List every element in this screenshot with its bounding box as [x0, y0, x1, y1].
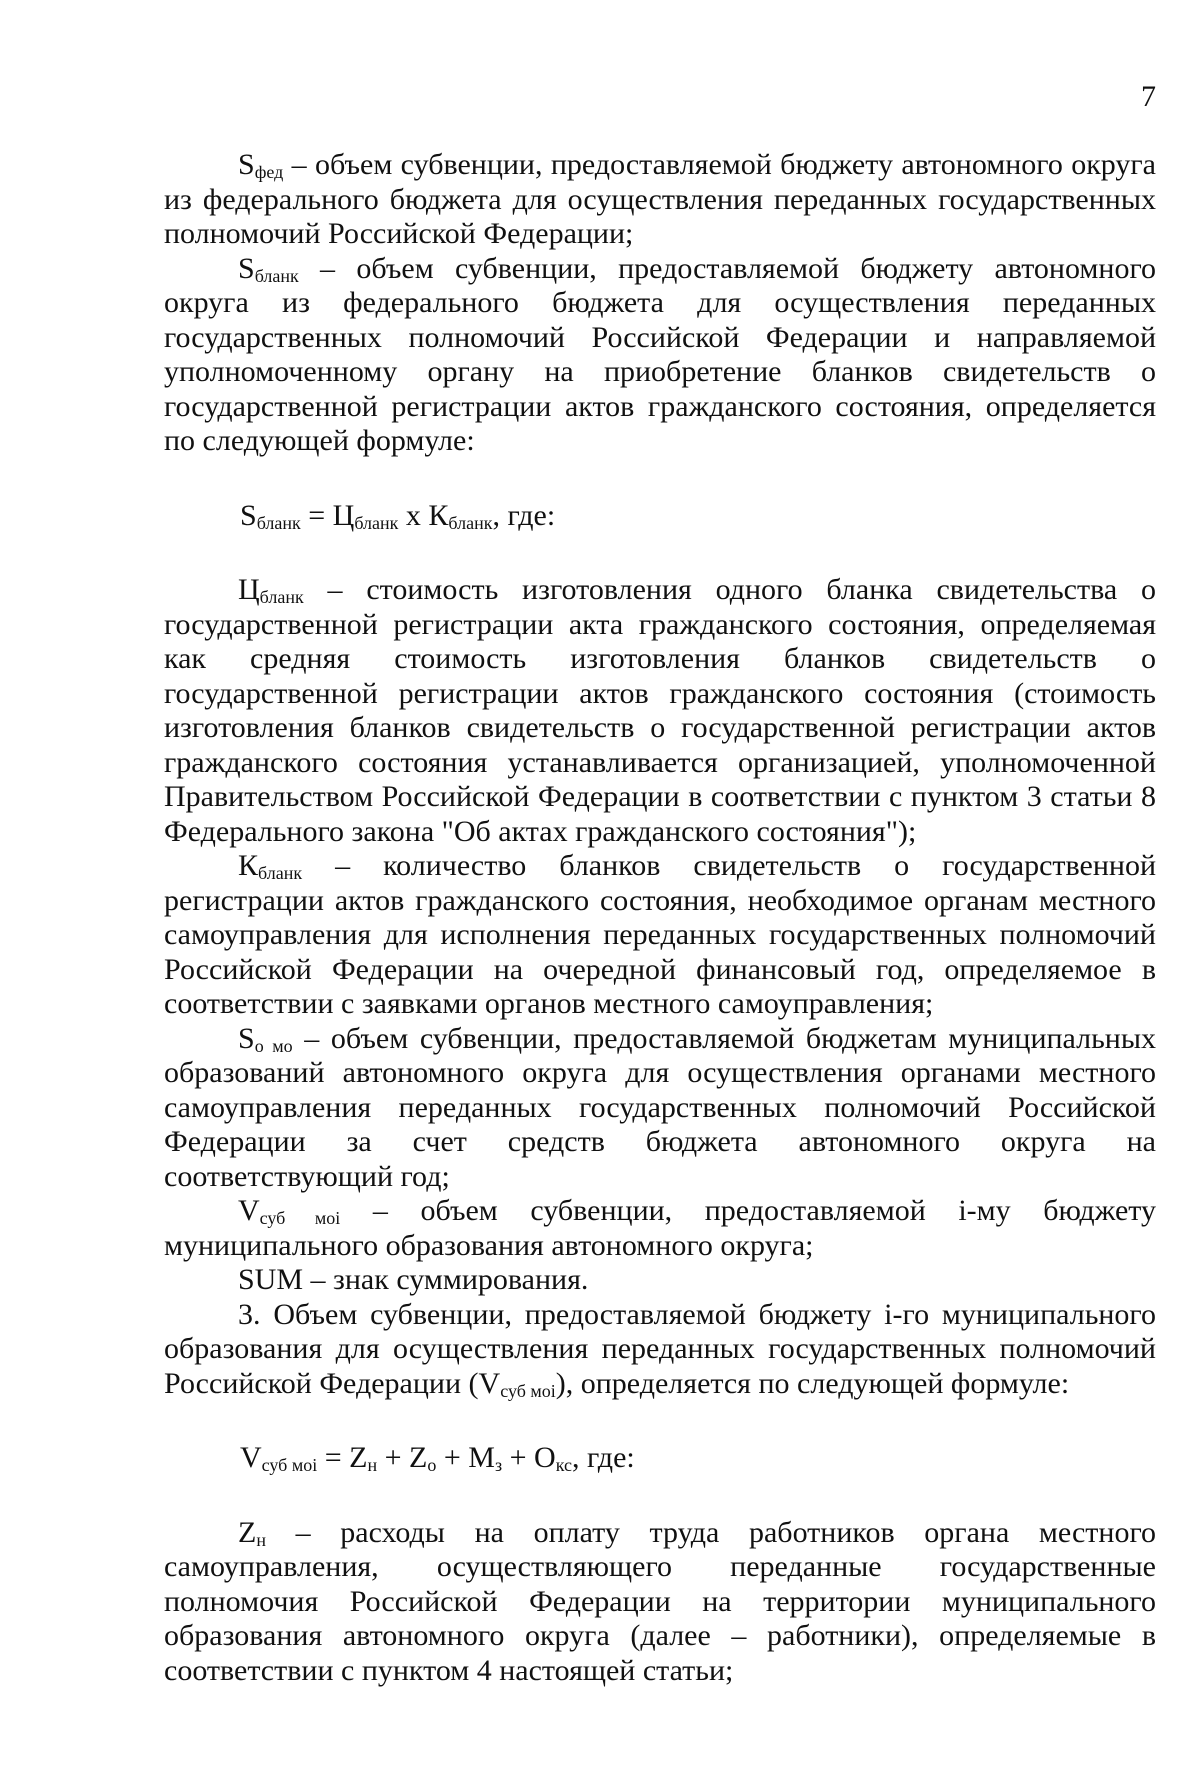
formula-term: = Z [317, 1441, 368, 1474]
symbol: Ц [238, 573, 260, 606]
definition-z-n [164, 1516, 1156, 1689]
formula-s-blank [164, 499, 1156, 534]
definition-k-blank [164, 849, 1156, 1022]
formula-term: + О [502, 1441, 556, 1474]
page-number: 7 [1141, 80, 1156, 113]
definition-s-o-mo [164, 1022, 1156, 1195]
formula-subscript: суб моi [261, 1455, 318, 1475]
formula-subscript: бланк [448, 512, 493, 533]
symbol-subscript: н [256, 1529, 266, 1550]
symbol-subscript: о мо [254, 1035, 293, 1056]
document-body [164, 148, 1156, 1688]
formula-subscript: кс [555, 1455, 572, 1475]
symbol-subscript: суб моi [259, 1208, 341, 1228]
definition-c-blank [164, 573, 1156, 849]
formula-v-sub-moi [164, 1441, 1156, 1476]
symbol: S [238, 1021, 255, 1055]
formula-subscript: н [367, 1455, 378, 1475]
formula-subscript: о [427, 1455, 437, 1475]
formula-term: , где: [572, 1441, 635, 1474]
definition-text: – расходы на оплату труда работников органа местного самоуправления, осуществляющего переданные государственные полномочия Российской Федерации на территории муниципального образования автономного округа (далее – работники), определяемые в соответствии с пунктом 4 настоящей статьи; [164, 1515, 1156, 1687]
formula-subscript: з [494, 1455, 503, 1475]
definition-text: – объем субвенции, предоставляемой бюджету автономного округа из федерального бюджета для осуществления переданных государственных полномочий Российской Федерации; [164, 148, 1156, 250]
symbol: V [238, 1194, 260, 1227]
symbol: S [238, 251, 255, 285]
formula-term: S [240, 498, 257, 532]
formula-term: = Ц [300, 498, 355, 532]
symbol: Z [238, 1515, 257, 1549]
clause-text: 3. Объем субвенции, предоставляемой бюджету i-го муниципального образования для осуществления переданных государственных полномочий Российской Федерации (V [164, 1297, 1156, 1400]
symbol-subscript: бланк [254, 265, 299, 286]
definition-sum: SUM – знак суммирования. [238, 1263, 589, 1296]
definition-text: – объем субвенции, предоставляемой i-му бюджету муниципального образования автономного округа; [164, 1194, 1156, 1262]
symbol-subscript: суб моi [500, 1380, 556, 1401]
definition-text: – объем субвенции, предоставляемой бюджетам муниципальных образований автономного округа для осуществления органами местного самоуправления переданных государственных полномочий Российской Федерации за счет средств бюджета автономного округа на соответствующий год; [164, 1021, 1156, 1193]
formula-term: х К [398, 498, 449, 532]
formula-term: + М [436, 1441, 495, 1474]
clause-text: ), определяется по следующей формуле: [555, 1366, 1070, 1400]
definition-s-blank [164, 252, 1156, 459]
symbol-subscript: бланк [259, 587, 304, 607]
definition-v-sub-moi [164, 1194, 1156, 1263]
formula-term: , где: [492, 498, 556, 532]
formula-term: V [240, 1441, 262, 1474]
clause-3 [164, 1298, 1156, 1402]
formula-term: + Z [377, 1441, 428, 1474]
symbol-subscript: бланк [258, 863, 303, 883]
symbol: К [238, 849, 259, 882]
formula-subscript: бланк [256, 512, 301, 533]
symbol: S [238, 148, 255, 181]
symbol-subscript: фед [254, 162, 284, 182]
definition-text: – количество бланков свидетельств о государственной регистрации актов гражданского состояния, необходимое органам местного самоуправления для исполнения переданных государственных полномочий Российской Федерации на очередной финансовый год, определяемое в соответствии с заявками органов местного самоуправления; [164, 849, 1156, 1020]
definition-text: – объем субвенции, предоставляемой бюджету автономного округа из федерального бюджета для осуществления переданных государственных полномочий Российской Федерации и направляемой уполномоченному органу на приобретение бланков свидетельств о государственной регистрации актов гражданского состояния, определяется по следующей формуле: [164, 251, 1156, 457]
definition-s-fed [164, 148, 1156, 252]
formula-subscript: бланк [354, 512, 399, 533]
definition-text: – стоимость изготовления одного бланка свидетельства о государственной регистрации акта гражданского состояния, определяемая как средняя стоимость изготовления бланков свидетельств о государственной регистрации актов гражданского состояния (стоимость изготовления бланков свидетельств о государственной регистрации актов гражданского состояния устанавливается организацией, уполномоченной Правительством Российской Федерации в соответствии с пунктом 3 статьи 8 Федерального закона "Об актах гражданского состояния"); [164, 573, 1156, 848]
